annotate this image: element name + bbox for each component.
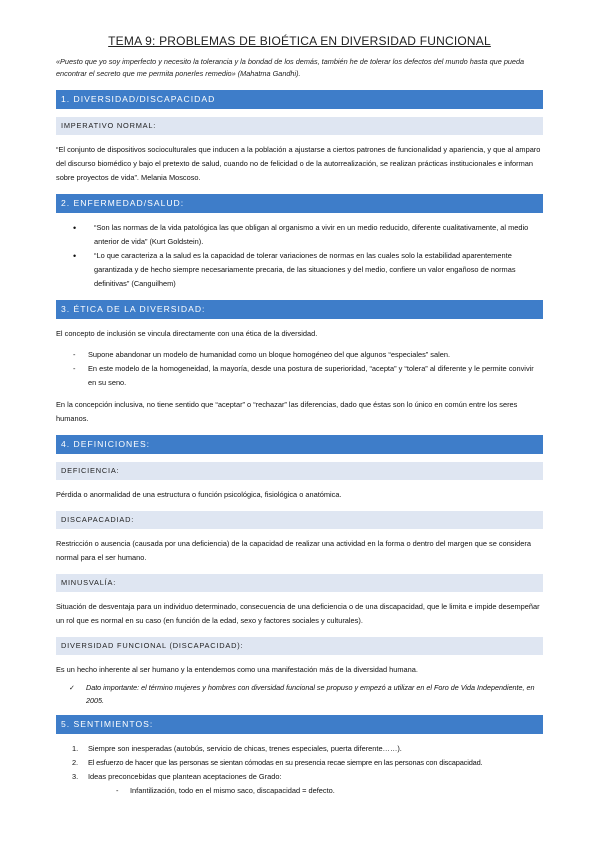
list-item-text: Siempre son inesperadas (autobús, servicio de chicas, trenes especiales, puerta diferente……). [88,744,402,753]
list-item-text: Ideas preconcebidas que plantean aceptaciones de Grado: [88,772,282,781]
subheading-deficiencia: DEFICIENCIA: [56,462,543,480]
list-number: 3. [72,772,79,781]
numbered-list-sentimientos [56,742,543,798]
paragraph-etica-outro: En la concepción inclusiva, no tiene sentido que “aceptar” o “rechazar” las diferencias, dado que éstas son lo único en común entre los seres humanos. [56,400,518,423]
section-heading-diversidad: 1. DIVERSIDAD/DISCAPACIDAD [56,90,543,109]
epigraph-quote: «Puesto que yo soy imperfecto y necesito la tolerancia y la bondad de los demás, también he de tolerar los defectos del mundo hasta que pueda encontrar el secreto que me permita ponerles remedio» (Mahatma Gandhi). [56,57,525,78]
list-item [56,756,543,770]
list-item-text: El esfuerzo de hacer que las personas se sientan cómodas en su presencia recae siempre en las personas con discapacidad. [88,758,483,767]
section-heading-sentimientos: 5. SENTIMIENTOS: [56,715,543,734]
subheading-discapacidad: DISCAPACADIAD: [56,511,543,529]
document-page [56,34,543,798]
paragraph-diversidad-funcional: Es un hecho inherente al ser humano y la entendemos como una manifestación más de la diversidad humana. [56,665,418,674]
list-subitem: - Infantilización, todo en el mismo saco, discapacidad = defecto. [56,784,543,798]
note-item [56,681,543,707]
paragraph-etica-intro: El concepto de inclusión se vincula directamente con una ética de la diversidad. [56,329,318,338]
list-number: 1. [72,744,79,753]
dash-list-etica [56,348,543,390]
section-heading-enfermedad: 2. ENFERMEDAD/SALUD: [56,194,543,213]
list-item: • “Son las normas de la vida patológica las que obligan al organismo a vivir en un medio reducido, diferente cualitativamente, al medio anterior de vida” (Kurt Goldstein). [56,221,543,249]
paragraph-minusvalia: Situación de desventaja para un individuo determinado, consecuencia de una deficiencia o de una discapacidad, que le limita e impide desempeñar un rol que es normal en su caso (en función de la edad, sexo y factores sociales y culturales). [56,602,540,625]
subheading-imperativo-normal: IMPERATIVO NORMAL: [56,117,543,135]
list-item: - Supone abandonar un modelo de humanidad como un bloque homogéneo del que algunos “especiales” salen. [56,348,543,362]
list-number: 2. [72,758,78,767]
subheading-diversidad-funcional: DIVERSIDAD FUNCIONAL (DISCAPACIDAD): [56,637,543,655]
list-item: • “Lo que caracteriza a la salud es la capacidad de tolerar variaciones de normas en las cuales solo la estabilidad aparentemente garantizada y de hecho siempre necesariamente precaria, de las situaciones y del medio, confiere un valor engañoso de normas definitivas” (Canguilhem) [56,249,543,291]
note-text: Dato importante: el término mujeres y hombres con diversidad funcional se propuso y empezó a utilizar en el Foro de Vida Independiente, en 2005. [86,683,535,705]
list-item: - En este modelo de la homogeneidad, la mayoría, desde una postura de superioridad, “acepta” y “tolera” al diferente y le permite convivir en su seno. [56,362,543,390]
paragraph-imperativo-normal: “El conjunto de dispositivos socioculturales que inducen a la población a ajustarse a ciertos patrones de funcionalidad y apariencia, y que al amparo del discurso biomédico y bajo el pretexto de salud, cuando no de felicidad o de la autorrealización, se realizan prácticas institucionales e informan sobre proyectos de vida”. Melania Moscoso. [56,145,541,182]
paragraph-deficiencia: Pérdida o anormalidad de una estructura o función psicológica, fisiológica o anatómica. [56,490,342,499]
subheading-minusvalia: MINUSVALÍA: [56,574,543,592]
paragraph-discapacidad: Restricción o ausencia (causada por una deficiencia) de la capacidad de realizar una actividad en la forma o dentro del margen que se considera normal para el ser humano. [56,539,531,562]
section-heading-definiciones: 4. DEFINICIONES: [56,435,543,454]
page-title: TEMA 9: PROBLEMAS DE BIOÉTICA EN DIVERSIDAD FUNCIONAL [108,34,491,48]
section-heading-etica: 3. ÉTICA DE LA DIVERSIDAD: [56,300,543,319]
list-item [56,770,543,784]
checkmark-icon: ✓ [69,683,76,692]
list-item [56,742,543,756]
bullet-list-enfermedad [56,221,543,291]
